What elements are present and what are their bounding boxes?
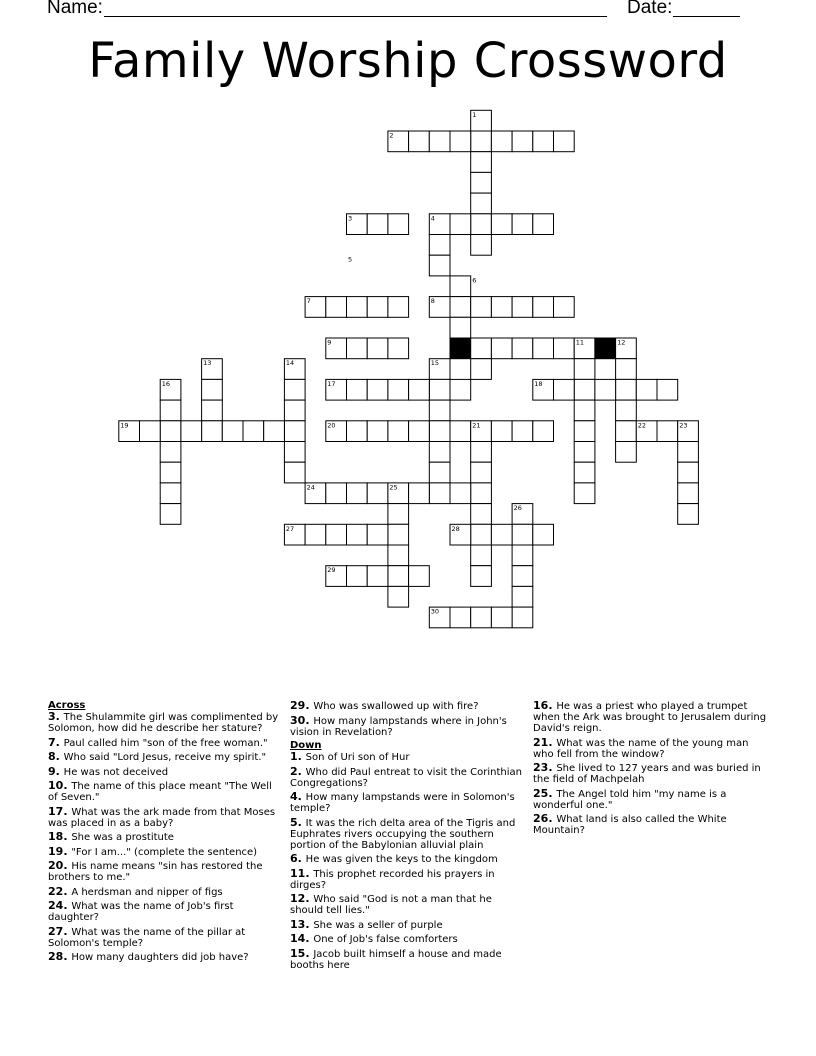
clue-number: 8	[48, 750, 56, 763]
cell-number: 18	[534, 379, 543, 388]
grid-cell[interactable]	[347, 524, 368, 545]
clue-text: How many lampstands were in Solomon's temple?	[290, 792, 515, 814]
clue-text: What was the name of the pillar at Solomon's temple?	[48, 926, 246, 949]
cell-number: 22	[637, 421, 647, 430]
clue-text: This prophet recorded his prayers in dirges?	[290, 868, 495, 891]
grid-cell[interactable]	[512, 297, 533, 318]
cell-number: 5	[348, 255, 353, 264]
grid-cell[interactable]	[512, 214, 533, 235]
clue: 28. How many daughters did job have?	[48, 950, 249, 963]
grid-cell[interactable]	[347, 379, 368, 400]
grid-cell[interactable]	[512, 545, 533, 566]
grid-cell[interactable]	[471, 504, 492, 525]
grid-cell[interactable]	[388, 421, 409, 442]
grid-cell[interactable]	[491, 524, 512, 545]
clue: 23. She lived to 127 years and was buried in the field of Machpelah	[533, 761, 761, 785]
grid-cell[interactable]	[512, 586, 533, 607]
grid-cell[interactable]	[367, 379, 388, 400]
cell-number: 10	[451, 338, 460, 347]
grid-cell[interactable]	[409, 379, 430, 400]
clue-number: 6	[290, 852, 298, 865]
cell-number: 28	[451, 524, 460, 533]
clue: 24. What was the name of Job's first daughter?	[48, 899, 234, 923]
clue: 26. What land is also called the White Mountain?	[533, 812, 727, 836]
grid-cell[interactable]	[409, 566, 430, 587]
grid-cell[interactable]	[450, 421, 471, 442]
black-cell	[595, 338, 616, 359]
clue-number: 3	[48, 710, 56, 723]
grid-cell[interactable]	[429, 379, 450, 400]
grid-cell[interactable]	[140, 421, 161, 442]
cell-number: 13	[203, 359, 212, 368]
clue: 8. Who said "Lord Jesus, receive my spirit."	[48, 750, 267, 763]
clue-text: He was not deceived	[63, 766, 169, 778]
grid-cell[interactable]	[678, 483, 699, 504]
grid-cell[interactable]	[636, 379, 657, 400]
clue-number: 10	[48, 779, 64, 792]
grid-cell[interactable]	[471, 607, 492, 628]
grid-cell[interactable]	[471, 131, 492, 152]
clue-text: One of Job's false comforters	[313, 934, 458, 945]
grid-cell[interactable]	[471, 566, 492, 587]
grid-cell[interactable]	[574, 400, 595, 421]
cell-number: 25	[389, 483, 398, 492]
clue-number: 16	[533, 699, 549, 712]
cell-number: 4	[430, 214, 435, 223]
grid-cell[interactable]	[574, 379, 595, 400]
clue: 9. He was not deceived	[48, 764, 169, 778]
cell-number: 6	[472, 276, 477, 285]
cell-number: 7	[306, 297, 311, 306]
clue: 18. She was a prostitute	[48, 830, 174, 843]
grid-cell[interactable]	[160, 421, 181, 442]
cell-number: 30	[430, 607, 440, 616]
clue-column-3	[533, 700, 769, 839]
grid-cell[interactable]	[429, 235, 450, 256]
grid-cell[interactable]	[450, 379, 471, 400]
grid-cell[interactable]	[533, 421, 554, 442]
clue-text: A herdsman and nipper of figs	[71, 886, 223, 898]
clue-number: 1	[290, 750, 298, 763]
clue-text: Who said "God is not a man that he should tell lies."	[290, 894, 492, 916]
page-title: Family Worship Crossword	[88, 33, 728, 89]
grid-cell[interactable]	[616, 359, 637, 380]
grid-cell[interactable]	[450, 607, 471, 628]
grid-cell[interactable]	[616, 442, 637, 463]
grid-cell[interactable]	[471, 359, 492, 380]
clue-text: She was a seller of purple	[313, 919, 443, 931]
grid-cell[interactable]	[491, 338, 512, 359]
clue-number: 4	[290, 790, 298, 803]
grid-cell[interactable]	[429, 442, 450, 463]
cell-number: 17	[327, 379, 336, 388]
grid-cell[interactable]	[491, 131, 512, 152]
grid-cell[interactable]	[367, 483, 388, 504]
grid-cell[interactable]	[554, 131, 575, 152]
grid-cell[interactable]	[409, 131, 430, 152]
clue-number: 23	[533, 761, 549, 774]
grid-cell[interactable]	[616, 400, 637, 421]
clue: 1. Son of Uri son of Hur	[290, 750, 410, 763]
grid-cell[interactable]	[326, 297, 347, 318]
grid-cell[interactable]	[429, 421, 450, 442]
grid-cell[interactable]	[388, 379, 409, 400]
grid-cell[interactable]	[554, 338, 575, 359]
clue-text: He was a priest who played a trumpet when the Ark was brought to Jerusalem during David's reign.	[533, 701, 767, 734]
grid-cell[interactable]	[471, 483, 492, 504]
grid-cell[interactable]	[554, 379, 575, 400]
grid-cell[interactable]	[160, 483, 181, 504]
grid-cell[interactable]	[284, 421, 305, 442]
grid-cell[interactable]	[512, 524, 533, 545]
clue: 13. She was a seller of purple	[290, 917, 443, 931]
clue-number: 17	[48, 804, 64, 818]
clue: 21. What was the name of the young man who fell from the window?	[533, 735, 749, 760]
clue-number: 7	[48, 735, 56, 749]
grid-cell[interactable]	[429, 400, 450, 421]
clue-number: 15	[290, 946, 306, 960]
clue: 29. Who was swallowed up with fire?	[290, 699, 479, 712]
grid-cell[interactable]	[409, 421, 430, 442]
grid-cell[interactable]	[305, 524, 326, 545]
grid-cell[interactable]	[471, 462, 492, 483]
clue-text: Who was swallowed up with fire?	[313, 701, 479, 712]
grid-cell[interactable]	[326, 524, 347, 545]
clue-number: 20	[48, 859, 64, 872]
clue-text: Who did Paul entreat to visit the Corinthian Congregations?	[290, 766, 522, 789]
clue-text: What was the name of Job's first daughter?	[48, 901, 234, 923]
clue-number: 28	[48, 950, 64, 963]
clue-text: Jacob built himself a house and made booths here	[290, 948, 502, 971]
grid-cell[interactable]	[450, 317, 471, 338]
grid-cell[interactable]	[450, 297, 471, 318]
clue-number: 9	[48, 764, 56, 778]
cell-number: 19	[120, 421, 129, 430]
clue-number: 26	[533, 812, 549, 825]
cell-number: 11	[575, 338, 584, 347]
clue: 7. Paul called him "son of the free woman."	[48, 735, 268, 749]
grid-cell[interactable]	[512, 421, 533, 442]
clue-number: 18	[48, 830, 64, 843]
grid-cell[interactable]	[367, 214, 388, 235]
grid-cell[interactable]	[574, 462, 595, 483]
grid-cell[interactable]	[409, 483, 430, 504]
grid-cell[interactable]	[533, 524, 554, 545]
grid-cell[interactable]	[243, 421, 264, 442]
clue-text: It was the rich delta area of the Tigris and Euphrates rivers occupying the southern portion of the Babylonian alluvial plain	[290, 817, 516, 851]
grid-cell[interactable]	[595, 379, 616, 400]
grid-cell[interactable]	[471, 172, 492, 193]
clue-text: He was given the keys to the kingdom	[305, 854, 498, 865]
grid-cell[interactable]	[554, 297, 575, 318]
grid-cell[interactable]	[429, 462, 450, 483]
grid-cell[interactable]	[491, 607, 512, 628]
clue: 2. Who did Paul entreat to visit the Corinthian Congregations?	[290, 764, 522, 789]
clue-number: 19	[48, 844, 64, 858]
clue: 15. Jacob built himself a house and made booths here	[290, 946, 502, 971]
grid-cell[interactable]	[388, 586, 409, 607]
clue: 30. How many lampstands where in John's vision in Revelation?	[290, 713, 507, 738]
clue-number: 27	[48, 924, 64, 938]
clue: 10. The name of this place meant "The Well of Seven."	[48, 779, 272, 803]
clue: 20. His name means "sin has restored the brothers to me."	[48, 859, 263, 883]
clue-text: Who said "Lord Jesus, receive my spirit."	[63, 752, 267, 763]
grid-cell[interactable]	[533, 131, 554, 152]
grid-cell[interactable]	[512, 607, 533, 628]
clue-number: 25	[533, 786, 549, 800]
grid-cell[interactable]	[533, 297, 554, 318]
clue-number: 14	[290, 932, 306, 945]
name-label: Name:	[47, 0, 103, 18]
grid-cell[interactable]	[574, 442, 595, 463]
grid-cell[interactable]	[491, 421, 512, 442]
clue-text: Son of Uri son of Hur	[305, 752, 410, 763]
clue-number: 29	[290, 699, 306, 712]
clue: 5. It was the rich delta area of the Tigris and Euphrates rivers occupying the southern portion of the Babylonian alluvial plain	[290, 815, 516, 851]
cell-number: 23	[679, 421, 688, 430]
grid-cell[interactable]	[471, 193, 492, 214]
grid-cell[interactable]	[574, 421, 595, 442]
grid-cell[interactable]	[388, 545, 409, 566]
clue: 17. What was the ark made from that Moses was placed in as a baby?	[48, 804, 276, 829]
cell-number: 8	[430, 297, 435, 306]
grid-cell[interactable]	[388, 504, 409, 525]
clue: 19. "For I am..." (complete the sentence)	[48, 844, 258, 858]
grid-cell[interactable]	[160, 504, 181, 525]
clue-number: 2	[290, 764, 298, 778]
grid-cell[interactable]	[367, 297, 388, 318]
cell-number: 26	[513, 504, 522, 513]
grid-cell[interactable]	[471, 152, 492, 173]
grid-cell[interactable]	[657, 379, 678, 400]
grid-cell[interactable]	[512, 566, 533, 587]
clue: 16. He was a priest who played a trumpet when the Ark was brought to Jerusalem during David's reign.	[533, 699, 767, 734]
grid-cell[interactable]	[347, 297, 368, 318]
clue-column-2	[290, 700, 522, 973]
grid-cell[interactable]	[471, 524, 492, 545]
clue-text: She was a prostitute	[71, 832, 174, 843]
grid-cell[interactable]	[284, 379, 305, 400]
cell-number: 12	[617, 338, 626, 347]
clue-text: What land is also called the White Mountain?	[533, 814, 727, 836]
grid-cell[interactable]	[388, 214, 409, 235]
grid-cell[interactable]	[678, 462, 699, 483]
grid-cell[interactable]	[574, 359, 595, 380]
clue-number: 12	[290, 892, 306, 905]
grid-cell[interactable]	[388, 566, 409, 587]
grid-cell[interactable]	[160, 442, 181, 463]
clue: 3. The Shulammite girl was complimented by Solomon, how did he describe her stature?	[48, 710, 279, 734]
cell-number: 24	[306, 483, 315, 492]
grid-cell[interactable]	[326, 483, 347, 504]
grid-cell[interactable]	[512, 338, 533, 359]
clue-text: The Angel told him "my name is a wonderful one."	[533, 788, 727, 811]
clue: 4. How many lampstands were in Solomon's temple?	[290, 790, 515, 814]
clue-text: How many lampstands where in John's vision in Revelation?	[290, 715, 507, 738]
grid-cell[interactable]	[388, 338, 409, 359]
grid-cell[interactable]	[202, 400, 223, 421]
grid-cell[interactable]	[367, 566, 388, 587]
clue: 11. This prophet recorded his prayers in dirges?	[290, 866, 495, 891]
grid-cell[interactable]	[491, 214, 512, 235]
clue-number: 5	[290, 815, 298, 829]
clue-number: 22	[48, 884, 64, 898]
clue-text: What was the name of the young man who fell from the window?	[533, 737, 749, 760]
grid-cell[interactable]	[160, 462, 181, 483]
grid-cell[interactable]	[347, 338, 368, 359]
grid-cell[interactable]	[347, 566, 368, 587]
grid-cell[interactable]	[429, 131, 450, 152]
cell-number: 2	[389, 131, 394, 140]
clue-text: The name of this place meant "The Well of Seven."	[48, 781, 272, 803]
clue-text: "For I am..." (complete the sentence)	[71, 846, 258, 858]
grid-cell[interactable]	[450, 214, 471, 235]
grid-cell[interactable]	[202, 421, 223, 442]
grid-cell[interactable]	[471, 235, 492, 256]
grid-cell[interactable]	[429, 483, 450, 504]
grid-cell[interactable]	[388, 524, 409, 545]
clue-text: What was the ark made from that Moses was placed in as a baby?	[48, 806, 276, 829]
grid-cell[interactable]	[533, 338, 554, 359]
clue: 27. What was the name of the pillar at Solomon's temple?	[48, 924, 246, 949]
cell-number: 15	[430, 359, 440, 368]
grid-cell[interactable]	[491, 297, 512, 318]
grid-cell[interactable]	[678, 442, 699, 463]
grid-cell[interactable]	[284, 400, 305, 421]
cell-number: 9	[327, 338, 332, 347]
grid-cell[interactable]	[367, 421, 388, 442]
grid-cell[interactable]	[471, 297, 492, 318]
cell-number: 3	[348, 214, 353, 223]
clue-number: 11	[290, 866, 306, 880]
clue-text: Paul called him "son of the free woman."	[63, 737, 268, 749]
grid-cell[interactable]	[616, 421, 637, 442]
across-heading: Across	[48, 700, 86, 711]
clue: 14. One of Job's false comforters	[290, 932, 458, 945]
grid-cell[interactable]	[388, 297, 409, 318]
down-heading: Down	[290, 740, 322, 751]
grid-cell[interactable]	[471, 442, 492, 463]
grid-cell[interactable]	[160, 400, 181, 421]
grid-cell[interactable]	[512, 131, 533, 152]
clue-number: 30	[290, 713, 306, 727]
grid-cell[interactable]	[450, 131, 471, 152]
clue-text: His name means "sin has restored the brothers to me."	[48, 861, 263, 883]
cell-number: 1	[472, 110, 477, 119]
grid-cell[interactable]	[471, 338, 492, 359]
cell-number: 14	[285, 359, 295, 368]
clue-number: 24	[48, 899, 64, 912]
grid-cell[interactable]	[284, 462, 305, 483]
grid-cell[interactable]	[347, 483, 368, 504]
grid-cell[interactable]	[450, 483, 471, 504]
grid-cell[interactable]	[347, 421, 368, 442]
clue-text: How many daughters did job have?	[71, 952, 249, 963]
clue-text: She lived to 127 years and was buried in the field of Machpelah	[533, 763, 761, 785]
clue-column-1	[48, 700, 280, 966]
cell-number: 29	[327, 566, 336, 575]
grid-cell[interactable]	[202, 379, 223, 400]
grid-cell[interactable]	[264, 421, 285, 442]
grid-cell[interactable]	[181, 421, 202, 442]
clue-number: 21	[533, 735, 549, 749]
grid-cell[interactable]	[678, 504, 699, 525]
grid-cell[interactable]	[533, 214, 554, 235]
clue-text: The Shulammite girl was complimented by Solomon, how did he describe her stature?	[48, 712, 279, 734]
grid-cell[interactable]	[574, 483, 595, 504]
cell-number: 16	[161, 379, 170, 388]
grid-cell[interactable]	[471, 214, 492, 235]
grid-cell[interactable]	[429, 255, 450, 276]
grid-cell[interactable]	[222, 421, 243, 442]
grid-cell[interactable]	[450, 276, 471, 297]
grid-cell[interactable]	[284, 442, 305, 463]
clue: 25. The Angel told him "my name is a wonderful one."	[533, 786, 727, 811]
clue: 22. A herdsman and nipper of figs	[48, 884, 223, 898]
cell-number: 20	[327, 421, 336, 430]
clue: 12. Who said "God is not a man that he should tell lies."	[290, 892, 492, 916]
clue-number: 13	[290, 917, 306, 931]
grid-cell[interactable]	[367, 338, 388, 359]
grid-cell[interactable]	[471, 545, 492, 566]
grid-cell[interactable]	[616, 379, 637, 400]
date-label: Date:	[627, 0, 673, 18]
grid-cell[interactable]	[367, 524, 388, 545]
cell-number: 21	[472, 421, 481, 430]
clue: 6. He was given the keys to the kingdom	[290, 852, 498, 865]
grid-cell[interactable]	[657, 421, 678, 442]
cell-number: 27	[285, 524, 295, 533]
